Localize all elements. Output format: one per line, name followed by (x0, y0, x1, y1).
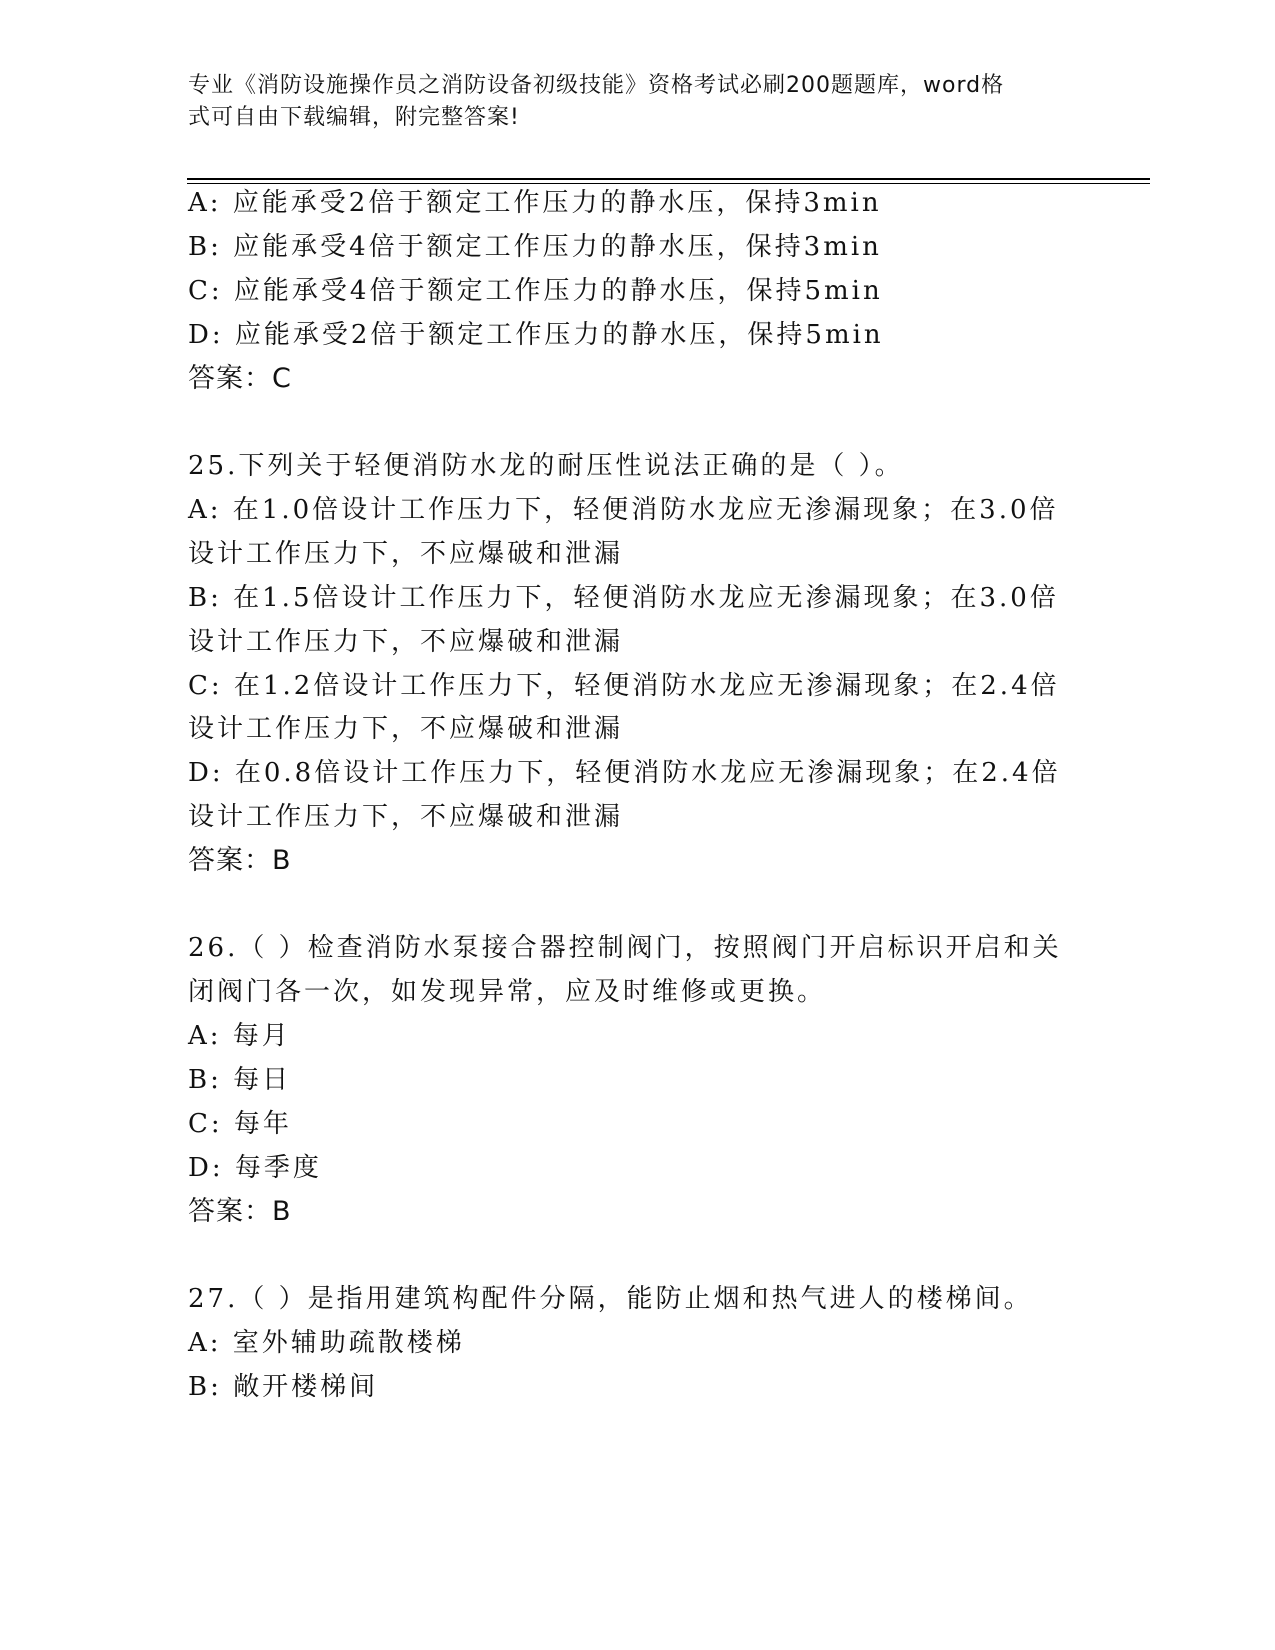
q24-answer: 答案：C (188, 363, 292, 394)
q26-option-c: C: 每年 (188, 1109, 292, 1139)
header-divider-thick (187, 178, 1150, 180)
q24-option-a: A: 应能承受2倍于额定工作压力的静水压，保持3min (188, 188, 882, 218)
q24-option-b: B: 应能承受4倍于额定工作压力的静水压，保持3min (188, 232, 882, 262)
q27-option-b: B: 敞开楼梯间 (188, 1372, 379, 1402)
header-divider-thin (187, 183, 1150, 184)
q26-option-a: A: 每月 (188, 1021, 291, 1051)
q25-stem: 25.下列关于轻便消防水龙的耐压性说法正确的是（ ）。 (188, 451, 904, 481)
q24-option-c: C: 应能承受4倍于额定工作压力的静水压，保持5min (188, 276, 883, 306)
q25-option-b-line1: B: 在1.5倍设计工作压力下，轻便消防水龙应无渗漏现象；在3.0倍 (188, 583, 1059, 613)
q26-stem-line1: 26.（ ）检查消防水泵接合器控制阀门，按照阀门开启标识开启和关 (188, 933, 1062, 963)
q25-option-b-line2: 设计工作压力下，不应爆破和泄漏 (188, 627, 624, 657)
q27-option-a: A: 室外辅助疏散楼梯 (188, 1328, 465, 1358)
q26-option-b: B: 每日 (188, 1065, 292, 1095)
q26-answer: 答案：B (188, 1196, 292, 1227)
q26-option-d: D: 每季度 (188, 1153, 322, 1183)
document-header (188, 70, 1088, 134)
q27-stem: 27.（ ）是指用建筑构配件分隔，能防止烟和热气进人的楼梯间。 (188, 1284, 1033, 1314)
q25-option-a-line2: 设计工作压力下，不应爆破和泄漏 (188, 539, 624, 569)
q25-option-a-line1: A: 在1.0倍设计工作压力下，轻便消防水龙应无渗漏现象；在3.0倍 (188, 495, 1059, 525)
q25-option-c-line1: C: 在1.2倍设计工作压力下，轻便消防水龙应无渗漏现象；在2.4倍 (188, 671, 1060, 701)
q25-answer: 答案：B (188, 845, 292, 876)
q24-option-d: D: 应能承受2倍于额定工作压力的静水压，保持5min (188, 320, 884, 350)
q25-option-d-line2: 设计工作压力下，不应爆破和泄漏 (188, 802, 624, 832)
header-line-2: 式可自由下载编辑，附完整答案! (188, 105, 520, 130)
q26-stem-line2: 闭阀门各一次，如发现异常，应及时维修或更换。 (188, 977, 827, 1007)
header-line-1: 专业《消防设施操作员之消防设备初级技能》资格考试必刷200题题库，word格 (188, 73, 1005, 98)
q25-option-c-line2: 设计工作压力下，不应爆破和泄漏 (188, 714, 624, 744)
q25-option-d-line1: D: 在0.8倍设计工作压力下，轻便消防水龙应无渗漏现象；在2.4倍 (188, 758, 1061, 788)
